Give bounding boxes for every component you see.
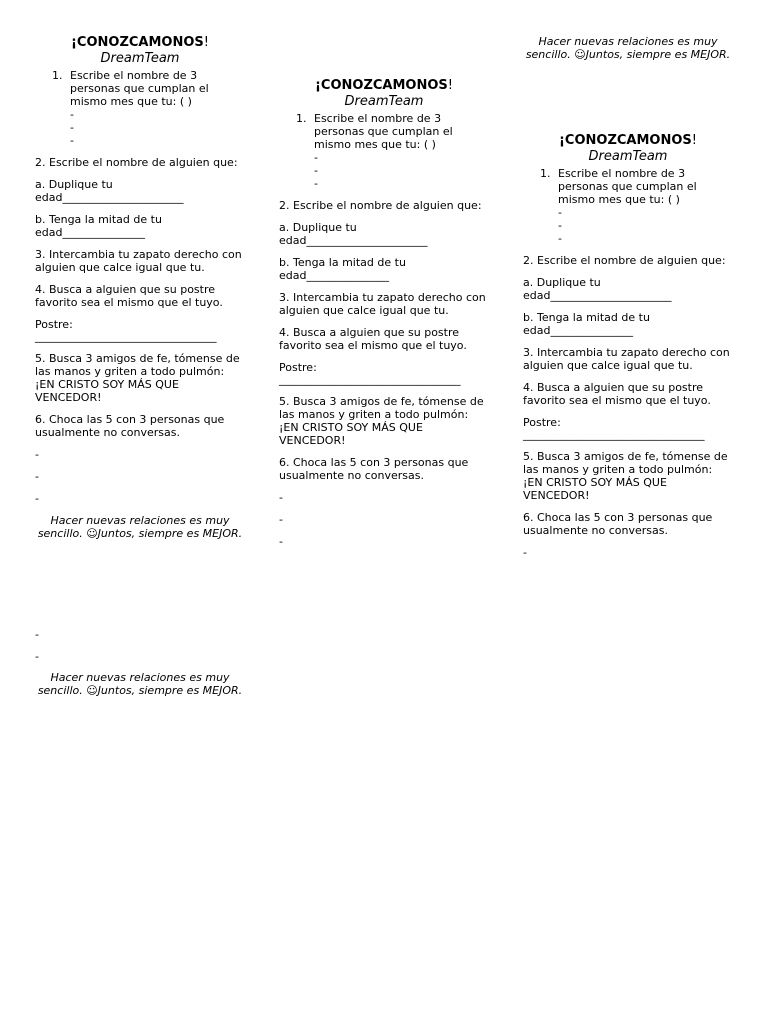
question-3: 3. Intercambia tu zapato derecho con alguien que calce igual que tu. bbox=[279, 291, 486, 317]
blank-dash: - bbox=[35, 492, 39, 505]
flyer-footer: Hacer nuevas relaciones es muy sencillo. ☺Juntos, siempre es MEJOR. bbox=[37, 514, 243, 540]
answer-line: _________________________________ bbox=[279, 373, 461, 386]
blank-dash: - bbox=[523, 546, 527, 559]
flyer-subtitle: DreamTeam bbox=[588, 149, 668, 164]
blank-dash: - bbox=[279, 513, 283, 526]
question-6: 6. Choca las 5 con 3 personas que usualmente no conversas. bbox=[523, 511, 713, 537]
question-2a: a. Duplique tu edad______________________ bbox=[523, 276, 733, 302]
blank-dash: - bbox=[35, 448, 39, 461]
blank-dash: - bbox=[558, 206, 562, 219]
flyer-column-2 bbox=[279, 78, 489, 548]
flyer-footer: Hacer nuevas relaciones es muy sencillo. ☺Juntos, siempre es MEJOR. bbox=[37, 671, 243, 697]
question-1-text: Escribe el nombre de 3 personas que cumplan el mismo mes que tu: ( ) bbox=[558, 167, 697, 206]
blank-dash: - bbox=[35, 470, 39, 483]
question-2a: a. Duplique tu edad______________________ bbox=[35, 178, 245, 204]
blank-dash: - bbox=[35, 650, 39, 663]
question-2: 2. Escribe el nombre de alguien que: bbox=[279, 199, 482, 212]
blank-dash: - bbox=[70, 134, 74, 147]
answer-line: edad______________________ bbox=[35, 191, 184, 204]
question-2: 2. Escribe el nombre de alguien que: bbox=[35, 156, 238, 169]
flyer-title: ¡CONOZCAMONOS! bbox=[71, 35, 209, 50]
flyer-title: ¡CONOZCAMONOS! bbox=[559, 133, 697, 148]
flyer-column-3 bbox=[523, 133, 733, 559]
postre-label: Postre: bbox=[279, 361, 317, 374]
blank-dash: - bbox=[35, 628, 39, 641]
blank-dash: - bbox=[279, 491, 283, 504]
blank-dash: - bbox=[558, 232, 562, 245]
question-5: 5. Busca 3 amigos de fe, tómense de las manos y griten a todo pulmón: ¡EN CRISTO SOY MÁS QUE VENCEDOR! bbox=[35, 352, 240, 404]
answer-line: _________________________________ bbox=[35, 330, 217, 343]
postre-label: Postre: bbox=[523, 416, 561, 429]
flyer-subtitle: DreamTeam bbox=[100, 51, 180, 66]
question-1: 1. Escribe el nombre de 3 personas que cumplan el mismo mes que tu: ( ) - - - bbox=[279, 112, 489, 190]
question-3: 3. Intercambia tu zapato derecho con alguien que calce igual que tu. bbox=[523, 346, 730, 372]
flyer-title: ¡CONOZCAMONOS! bbox=[315, 78, 453, 93]
blank-dash: - bbox=[314, 164, 318, 177]
answer-line: edad_______________ bbox=[35, 226, 145, 239]
blank-dash: - bbox=[314, 151, 318, 164]
answer-line: edad_______________ bbox=[279, 269, 389, 282]
question-2b: b. Tenga la mitad de tu edad_______________ bbox=[523, 311, 733, 337]
question-4: 4. Busca a alguien que su postre favorito sea el mismo que el tuyo. bbox=[279, 326, 467, 352]
question-5: 5. Busca 3 amigos de fe, tómense de las manos y griten a todo pulmón: ¡EN CRISTO SOY MÁS QUE VENCEDOR! bbox=[523, 450, 728, 502]
blank-dash: - bbox=[279, 535, 283, 548]
question-6: 6. Choca las 5 con 3 personas que usualmente no conversas. bbox=[279, 456, 469, 482]
question-2b: b. Tenga la mitad de tu edad_______________ bbox=[279, 256, 489, 282]
question-2: 2. Escribe el nombre de alguien que: bbox=[523, 254, 726, 267]
answer-line: edad_______________ bbox=[523, 324, 633, 337]
question-1-text: Escribe el nombre de 3 personas que cumplan el mismo mes que tu: ( ) bbox=[314, 112, 453, 151]
flyer-subtitle: DreamTeam bbox=[344, 94, 424, 109]
postre-label: Postre: bbox=[35, 318, 73, 331]
answer-line: _________________________________ bbox=[523, 428, 705, 441]
question-2a: a. Duplique tu edad______________________ bbox=[279, 221, 489, 247]
blank-dash: - bbox=[70, 121, 74, 134]
blank-dash: - bbox=[558, 219, 562, 232]
question-5: 5. Busca 3 amigos de fe, tómense de las manos y griten a todo pulmón: ¡EN CRISTO SOY MÁS QUE VENCEDOR! bbox=[279, 395, 484, 447]
question-1: 1. Escribe el nombre de 3 personas que cumplan el mismo mes que tu: ( ) - - - bbox=[35, 69, 245, 147]
answer-line: edad______________________ bbox=[523, 289, 672, 302]
blank-dash: - bbox=[70, 108, 74, 121]
question-4: 4. Busca a alguien que su postre favorito sea el mismo que el tuyo. bbox=[523, 381, 711, 407]
answer-line: edad______________________ bbox=[279, 234, 428, 247]
question-2b: b. Tenga la mitad de tu edad_______________ bbox=[35, 213, 245, 239]
question-6: 6. Choca las 5 con 3 personas que usualmente no conversas. bbox=[35, 413, 225, 439]
question-1: 1. Escribe el nombre de 3 personas que cumplan el mismo mes que tu: ( ) - - - bbox=[523, 167, 733, 245]
question-4: 4. Busca a alguien que su postre favorito sea el mismo que el tuyo. bbox=[35, 283, 223, 309]
blank-dash: - bbox=[314, 177, 318, 190]
flyer-column-1 bbox=[35, 35, 245, 540]
question-1-text: Escribe el nombre de 3 personas que cumplan el mismo mes que tu: ( ) bbox=[70, 69, 209, 108]
question-3: 3. Intercambia tu zapato derecho con alguien que calce igual que tu. bbox=[35, 248, 242, 274]
flyer-footer: Hacer nuevas relaciones es muy sencillo. ☺Juntos, siempre es MEJOR. bbox=[525, 35, 731, 61]
